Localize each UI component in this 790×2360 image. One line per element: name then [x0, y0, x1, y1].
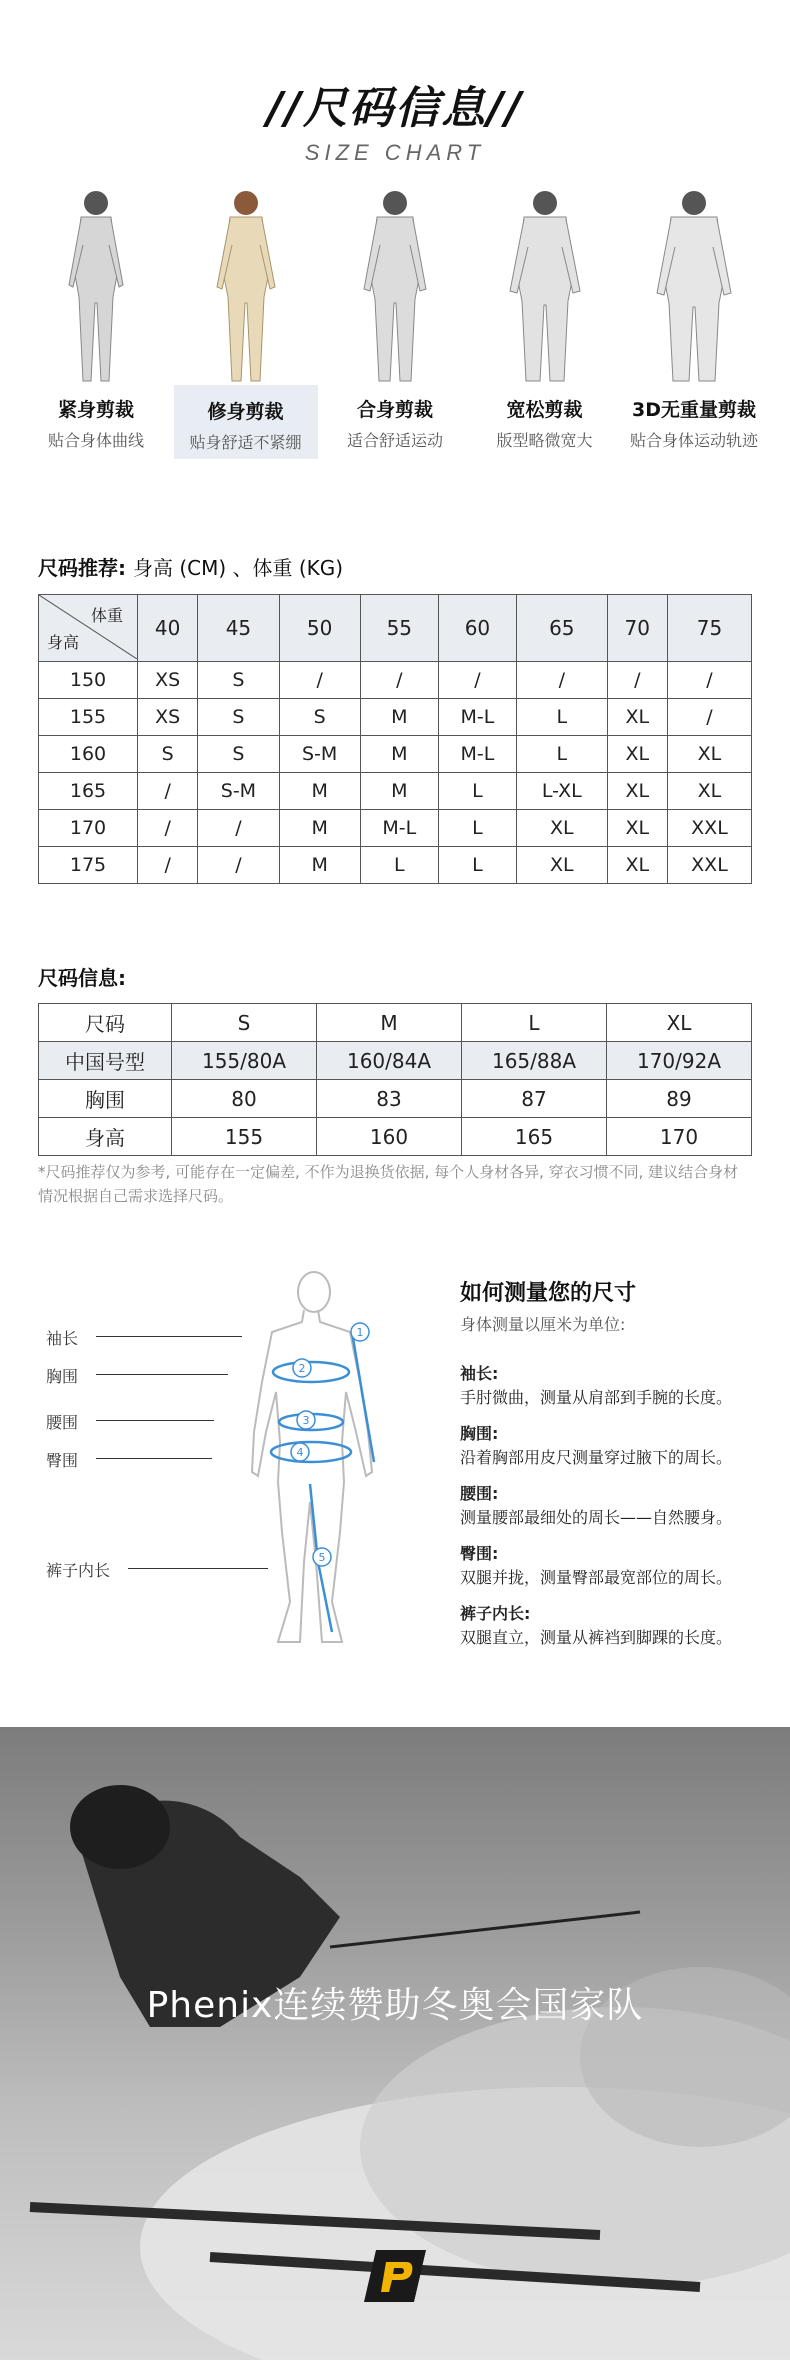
size-cell: XL [607, 810, 667, 847]
value-cell: 170 [607, 1118, 752, 1156]
measure-item [460, 1362, 732, 1410]
size-cell: XS [138, 662, 198, 699]
row-label-cell: 尺码 [39, 1004, 172, 1042]
size-cell: / [360, 662, 438, 699]
size-cell: / [138, 847, 198, 884]
size-cell: / [198, 810, 279, 847]
size-cell: / [667, 699, 751, 736]
table-row [39, 699, 752, 736]
weight-header-cell: 60 [438, 595, 516, 662]
fit-name: 3D无重量剪裁 [632, 399, 756, 421]
value-cell: 89 [607, 1080, 752, 1118]
value-cell: 165/88A [462, 1042, 607, 1080]
size-cell: / [438, 662, 516, 699]
size-cell: M [360, 699, 438, 736]
measure-item [460, 1422, 732, 1470]
height-cell: 170 [39, 810, 138, 847]
value-cell: M [317, 1004, 462, 1042]
value-cell: 80 [172, 1080, 317, 1118]
weight-header-cell: 40 [138, 595, 198, 662]
measure-subtitle: 身体测量以厘米为单位: [460, 1315, 626, 1334]
title-en: SIZE CHART [304, 140, 486, 165]
size-cell: S [198, 662, 279, 699]
row-label-cell: 中国号型 [39, 1042, 172, 1080]
size-cell: XL [607, 773, 667, 810]
size-cell: M-L [438, 736, 516, 773]
label-inseam: 裤子内长 [46, 1561, 111, 1580]
size-cell: S [138, 736, 198, 773]
fit-3d [622, 185, 766, 485]
table-row [39, 847, 752, 884]
fit-name: 合身剪裁 [356, 399, 433, 421]
table-row [39, 810, 752, 847]
marker-5: 5 [318, 1551, 326, 1564]
value-cell: 160 [317, 1118, 462, 1156]
fit-desc: 适合舒适运动 [346, 431, 443, 450]
leader-line [96, 1336, 242, 1337]
fit-slim-tight [24, 185, 168, 485]
row-label-cell: 胸围 [39, 1080, 172, 1118]
size-cell: / [607, 662, 667, 699]
table-row [39, 773, 752, 810]
fit-desc: 贴合身体曲线 [47, 431, 144, 450]
size-cell: XXL [667, 810, 751, 847]
size-cell: / [516, 662, 607, 699]
table-row [39, 1042, 752, 1080]
weight-header-cell: 45 [198, 595, 279, 662]
phenix-p-icon [364, 2250, 426, 2302]
figure-3d-icon [649, 185, 739, 385]
leader-line [128, 1568, 268, 1569]
phenix-logo [364, 2250, 426, 2302]
marker-4: 4 [296, 1446, 304, 1459]
value-cell: L [462, 1004, 607, 1042]
size-cell: XL [607, 699, 667, 736]
measure-item [460, 1482, 732, 1530]
item-value: 手肘微曲，测量从肩部到手腕的长度。 [460, 1388, 733, 1407]
size-cell: M [279, 847, 360, 884]
size-cell: XS [138, 699, 198, 736]
size-cell: / [138, 810, 198, 847]
figure-tight-icon [51, 185, 141, 385]
sizeinfo-heading: 尺码信息: [38, 966, 126, 990]
size-cell: S-M [198, 773, 279, 810]
label-sleeve: 袖长 [46, 1329, 79, 1348]
leader-line [96, 1458, 212, 1459]
size-cell: M-L [438, 699, 516, 736]
table-row [39, 662, 752, 699]
figure-regular-icon [350, 185, 440, 385]
value-cell: S [172, 1004, 317, 1042]
size-cell: XL [516, 847, 607, 884]
label-waist: 腰围 [46, 1413, 79, 1432]
value-cell: XL [607, 1004, 752, 1042]
label-hip: 臀围 [46, 1451, 79, 1470]
fit-name: 修身剪裁 [207, 401, 284, 423]
height-cell: 175 [39, 847, 138, 884]
figure-slim-icon [201, 185, 291, 385]
measure-item [460, 1542, 732, 1590]
value-cell: 83 [317, 1080, 462, 1118]
size-cell: S [198, 736, 279, 773]
table-row [39, 1080, 752, 1118]
leader-line [96, 1374, 228, 1375]
item-key: 裤子内长: [460, 1604, 531, 1623]
fit-slim [174, 185, 318, 485]
table-corner-cell [39, 595, 138, 662]
table-row [39, 736, 752, 773]
weight-header-cell: 75 [667, 595, 751, 662]
size-chart-title [0, 72, 790, 166]
size-cell: L-XL [516, 773, 607, 810]
item-key: 胸围: [460, 1424, 499, 1443]
value-cell: 165 [462, 1118, 607, 1156]
fit-desc: 贴合身体运动轨迹 [629, 431, 758, 450]
label-chest: 胸围 [46, 1367, 79, 1386]
item-key: 腰围: [460, 1484, 499, 1503]
title-zh: //尺码信息// [266, 83, 524, 134]
fit-regular [323, 185, 467, 485]
marker-1: 1 [356, 1326, 364, 1339]
fit-desc: 贴身舒适不紧绷 [189, 433, 302, 452]
fit-types [24, 185, 766, 485]
item-value: 测量腰部最细处的周长——自然腰身。 [460, 1508, 733, 1527]
size-cell: XL [516, 810, 607, 847]
fit-name: 紧身剪裁 [57, 399, 134, 421]
fit-desc: 版型略微宽大 [496, 431, 593, 450]
size-cell: XL [607, 847, 667, 884]
size-cell: M [360, 773, 438, 810]
size-cell: M [279, 810, 360, 847]
size-cell: / [667, 662, 751, 699]
measure-title: 如何测量您的尺寸 [460, 1281, 637, 1306]
size-note: *尺码推荐仅为参考, 可能存在一定偏差, 不作为退换货依据, 每个人身材各异, 穿衣习惯不同, 建议结合身材情况根据自己需求选择尺码。 [38, 1163, 739, 1205]
size-cell: S-M [279, 736, 360, 773]
size-cell: XXL [667, 847, 751, 884]
item-value: 双腿直立，测量从裤裆到脚踝的长度。 [460, 1628, 733, 1647]
measure-section [0, 1262, 790, 1662]
recommend-heading-label: 尺码推荐: [38, 556, 126, 580]
item-key: 袖长: [460, 1364, 499, 1383]
value-cell: 170/92A [607, 1042, 752, 1080]
table-row [39, 1004, 752, 1042]
table-header-row [39, 595, 752, 662]
size-cell: / [279, 662, 360, 699]
size-cell: XL [667, 736, 751, 773]
size-cell: M [360, 736, 438, 773]
leader-line [96, 1420, 214, 1421]
marker-3: 3 [302, 1414, 310, 1427]
value-cell: 155 [172, 1118, 317, 1156]
item-value: 双腿并拢，测量臀部最宽部位的周长。 [460, 1568, 733, 1587]
size-cell: / [138, 773, 198, 810]
height-cell: 160 [39, 736, 138, 773]
weight-header-cell: 55 [360, 595, 438, 662]
size-cell: M-L [360, 810, 438, 847]
banner-slogan: Phenix连续赞助冬奥会国家队 [146, 1985, 644, 2026]
size-info-table [38, 1003, 752, 1156]
size-cell: L [516, 699, 607, 736]
item-value: 沿着胸部用皮尺测量穿过腋下的周长。 [460, 1448, 733, 1467]
height-cell: 150 [39, 662, 138, 699]
weight-header-cell: 65 [516, 595, 607, 662]
size-cell: L [438, 847, 516, 884]
height-cell: 155 [39, 699, 138, 736]
table-row [39, 1118, 752, 1156]
size-cell: / [198, 847, 279, 884]
size-cell: M [279, 773, 360, 810]
size-cell: L [438, 810, 516, 847]
corner-height-label: 身高 [47, 633, 80, 652]
weight-header-cell: 50 [279, 595, 360, 662]
size-cell: L [360, 847, 438, 884]
fit-loose [473, 185, 617, 485]
item-key: 臀围: [460, 1544, 499, 1563]
fit-name: 宽松剪裁 [506, 399, 583, 421]
figure-loose-icon [500, 185, 590, 385]
size-cell: S [198, 699, 279, 736]
weight-header-cell: 70 [607, 595, 667, 662]
size-cell: XL [607, 736, 667, 773]
size-cell: S [279, 699, 360, 736]
size-cell: L [516, 736, 607, 773]
value-cell: 87 [462, 1080, 607, 1118]
height-cell: 165 [39, 773, 138, 810]
corner-weight-label: 体重 [90, 606, 123, 625]
size-cell: L [438, 773, 516, 810]
recommend-heading-note: 身高 (CM) 、体重 (KG) [132, 556, 344, 580]
marker-2: 2 [298, 1362, 306, 1375]
size-recommend-table [38, 594, 752, 884]
measure-item [460, 1602, 732, 1650]
value-cell: 155/80A [172, 1042, 317, 1080]
size-cell: XL [667, 773, 751, 810]
value-cell: 160/84A [317, 1042, 462, 1080]
row-label-cell: 身高 [39, 1118, 172, 1156]
recommend-heading [38, 552, 343, 581]
